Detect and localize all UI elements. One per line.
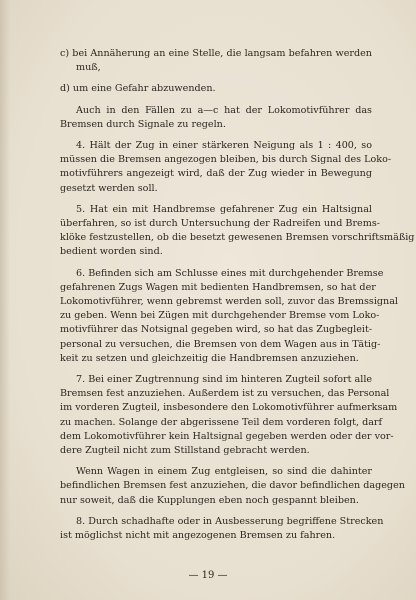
paragraph-gap: [60, 260, 372, 267]
text-line: 7. Bei einer Zugtrennung sind im hinteren Zugteil sofort alle: [76, 374, 373, 386]
text-line: nur soweit, daß die Kupplungen eben noch gespannt bleiben.: [60, 494, 359, 506]
text-line: d) um eine Gefahr abzuwenden.: [60, 83, 216, 95]
paragraph: [60, 47, 372, 75]
text-line: zu geben. Wenn bei Zügen mit durchgehender Bremse vom Loko-: [60, 310, 380, 322]
text-line: 8. Durch schadhafte oder in Ausbesserung begriffene Strecken: [76, 515, 384, 527]
text-line: keit zu setzen und gleichzeitig die Handbremsen anzuziehen.: [60, 352, 359, 364]
paragraph-gap: [60, 75, 372, 82]
paragraph: [60, 515, 384, 543]
text-line: klöke festzustellen, ob die besetzt gewesenen Bremsen vorschriftsmäßig: [60, 232, 415, 244]
paragraph-gap: [60, 97, 372, 104]
text-line: c) bei Annäherung an eine Stelle, die langsam befahren werden: [60, 48, 372, 59]
text-line: zu machen. Solange der abgerissene Teil dem vorderen folgt, darf: [60, 416, 383, 428]
paragraph: [60, 465, 405, 508]
text-line: Bremsen durch Signale zu regeln.: [60, 118, 226, 130]
paragraph-gap: [60, 458, 372, 465]
text-line: muß,: [76, 62, 101, 74]
text-line: Wenn Wagen in einem Zug entgleisen, so sind die dahinter: [76, 466, 372, 478]
paragraph-gap: [60, 366, 372, 373]
text-line: überfahren, so ist durch Untersuchung der Radreifen und Brems-: [60, 218, 380, 230]
text-line: gefahrenen Zugs Wagen mit bedienten Handbremsen, so hat der: [60, 281, 376, 293]
text-line: Bremsen fest anzuziehen. Außerdem ist zu versuchen, das Personal: [60, 388, 390, 400]
text-line: personal zu versuchen, die Bremsen von dem Wagen aus in Tätig-: [60, 338, 381, 350]
paragraph: [60, 373, 398, 458]
paragraph: [60, 203, 415, 260]
text-line: motivführer das Notsignal gegeben wird, so hat das Zugbegleit-: [60, 324, 373, 336]
text-line: befindlichen Bremsen fest anzuziehen, die davor befindlichen dagegen: [60, 480, 405, 492]
text-line: 6. Befinden sich am Schlusse eines mit durchgehender Bremse: [76, 267, 384, 279]
text-line: motivführers angezeigt wird, daß der Zug wieder in Bewegung: [60, 168, 372, 180]
text-line: Lokomotivführer, wenn gebremst werden soll, zuvor das Bremssignal: [60, 296, 398, 308]
paragraph-gap: [60, 508, 372, 515]
text-line: dem Lokomotivführer kein Haltsignal gegeben werden oder der vor-: [60, 430, 394, 442]
binding-shadow: [0, 0, 10, 600]
page-number: — 19 —: [188, 570, 228, 581]
text-line: gesetzt werden soll.: [60, 182, 158, 194]
paragraph: [60, 82, 372, 96]
text-line: 5. Hat ein mit Handbremse gefahrener Zug ein Haltsignal: [76, 203, 372, 215]
text-line: Auch in den Fällen zu a—c hat der Lokomotivführer das: [76, 104, 372, 116]
paragraph-gap: [60, 196, 372, 203]
text-line: bedient worden sind.: [60, 246, 163, 258]
text-line: im vorderen Zugteil, insbesondere den Lokomotivführer aufmerksam: [60, 402, 398, 414]
text-line: müssen die Bremsen angezogen bleiben, bis durch Signal des Loko-: [60, 154, 392, 166]
paragraph: [60, 139, 392, 196]
paragraph: [60, 104, 372, 132]
text-line: 4. Hält der Zug in einer stärkeren Neigung als 1 : 400, so: [76, 140, 372, 152]
body-text: [60, 47, 415, 543]
paragraph: [60, 267, 398, 366]
paragraph-gap: [60, 132, 372, 139]
text-line: dere Zugteil nicht zum Stillstand gebracht werden.: [60, 445, 310, 457]
text-line: ist möglichst nicht mit angezogenen Bremsen zu fahren.: [60, 530, 336, 542]
